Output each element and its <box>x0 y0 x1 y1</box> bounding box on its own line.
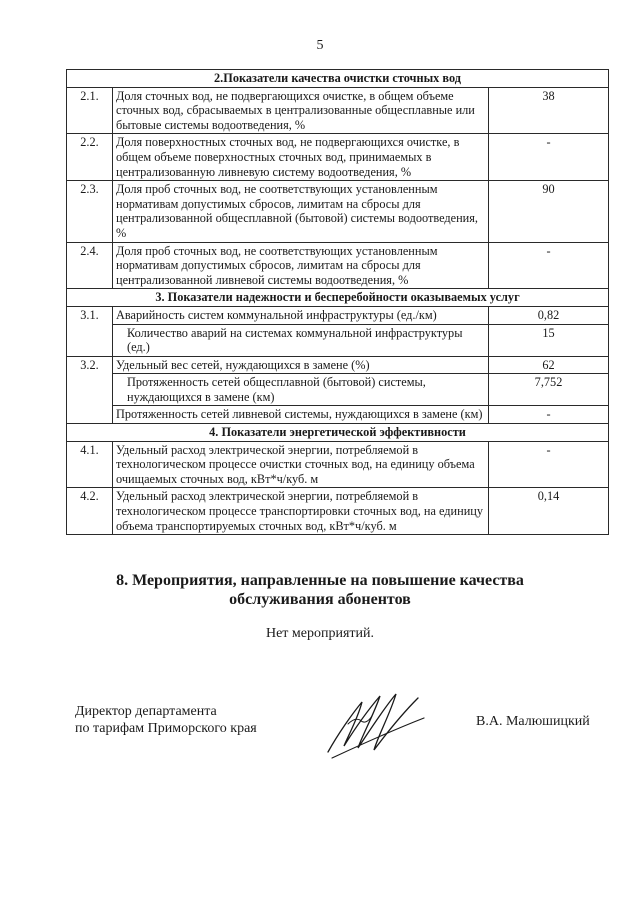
row-description: Протяженность сетей ливневой системы, нуждающихся в замене (км) <box>113 406 489 424</box>
row-number: 2.2. <box>67 134 113 181</box>
section-header-row <box>67 424 609 442</box>
row-description: Доля проб сточных вод, не соответствующих установленным нормативам допустимых сбросов, лимитам на сбросы для централизованной общесплавной (бытовой) системы водоотведения, % <box>113 181 489 242</box>
indicators-table <box>66 69 609 535</box>
signer-title-line1: Директор департамента <box>75 704 217 719</box>
table-row <box>67 356 609 374</box>
row-description: Удельный вес сетей, нуждающихся в замене (%) <box>113 356 489 374</box>
table-row <box>67 181 609 242</box>
row-number: 3.1. <box>67 306 113 356</box>
row-value: 62 <box>489 356 609 374</box>
signer-title-line2: по тарифам Приморского края <box>75 721 257 736</box>
row-number: 3.2. <box>67 356 113 423</box>
row-value: 7,752 <box>489 374 609 406</box>
section-2-title: 2.Показатели качества очистки сточных вод <box>67 70 609 88</box>
section-8-heading-line1: 8. Мероприятия, направленные на повышение качества <box>116 572 524 589</box>
section-header-row <box>67 289 609 307</box>
section-8-heading-line2: обслуживания абонентов <box>229 591 411 608</box>
row-number: 4.1. <box>67 441 113 488</box>
section-4-title: 4. Показатели энергетической эффективности <box>67 424 609 442</box>
row-description: Доля сточных вод, не подвергающихся очистке, в общем объеме сточных вод, сбрасываемых в централизованные общесплавные или бытовые системы водоотведения, % <box>113 87 489 134</box>
row-description: Доля проб сточных вод, не соответствующих установленным нормативам допустимых сбросов, лимитам на сбросы для централизованной ливневой системы водоотведения, % <box>113 242 489 289</box>
row-value: - <box>489 134 609 181</box>
signer-name: В.А. Малюшицкий <box>476 714 590 729</box>
row-number: 2.3. <box>67 181 113 242</box>
table-row <box>67 324 609 356</box>
row-number: 2.1. <box>67 87 113 134</box>
row-value: 0,14 <box>489 488 609 535</box>
row-value: - <box>489 242 609 289</box>
table-row <box>67 306 609 324</box>
table-row <box>67 242 609 289</box>
row-value: 90 <box>489 181 609 242</box>
table-row <box>67 374 609 406</box>
table-row <box>67 406 609 424</box>
table-row <box>67 134 609 181</box>
section-8-note: Нет мероприятий. <box>265 626 375 641</box>
section-8-heading <box>0 571 640 609</box>
row-description: Количество аварий на системах коммунальной инфраструктуры (ед.) <box>113 324 489 356</box>
row-description: Удельный расход электрической энергии, потребляемой в технологическом процессе транспортировки сточных вод, на единицу объема транспортируемых сточных вод, кВт*ч/куб. м <box>113 488 489 535</box>
handwritten-signature <box>318 684 430 764</box>
row-description: Аварийность систем коммунальной инфраструктуры (ед./км) <box>113 306 489 324</box>
row-description: Протяженность сетей общесплавной (бытовой) системы, нуждающихся в замене (км) <box>113 374 489 406</box>
table-row <box>67 488 609 535</box>
row-number: 2.4. <box>67 242 113 289</box>
section-3-title: 3. Показатели надежности и бесперебойности оказываемых услуг <box>67 289 609 307</box>
table-row <box>67 87 609 134</box>
row-description: Удельный расход электрической энергии, потребляемой в технологическом процессе очистки сточных вод, на единицу объема очищаемых сточных вод, кВт*ч/куб. м <box>113 441 489 488</box>
row-value: - <box>489 406 609 424</box>
row-number: 4.2. <box>67 488 113 535</box>
row-value: 0,82 <box>489 306 609 324</box>
row-description: Доля поверхностных сточных вод, не подвергающихся очистке, в общем объеме поверхностных сточных вод, принимаемых в централизованную ливневую систему водоотведения, % <box>113 134 489 181</box>
row-value: - <box>489 441 609 488</box>
row-value: 15 <box>489 324 609 356</box>
table-row <box>67 441 609 488</box>
section-header-row <box>67 70 609 88</box>
page-number: 5 <box>316 38 324 53</box>
row-value: 38 <box>489 87 609 134</box>
signer-title <box>75 703 257 737</box>
